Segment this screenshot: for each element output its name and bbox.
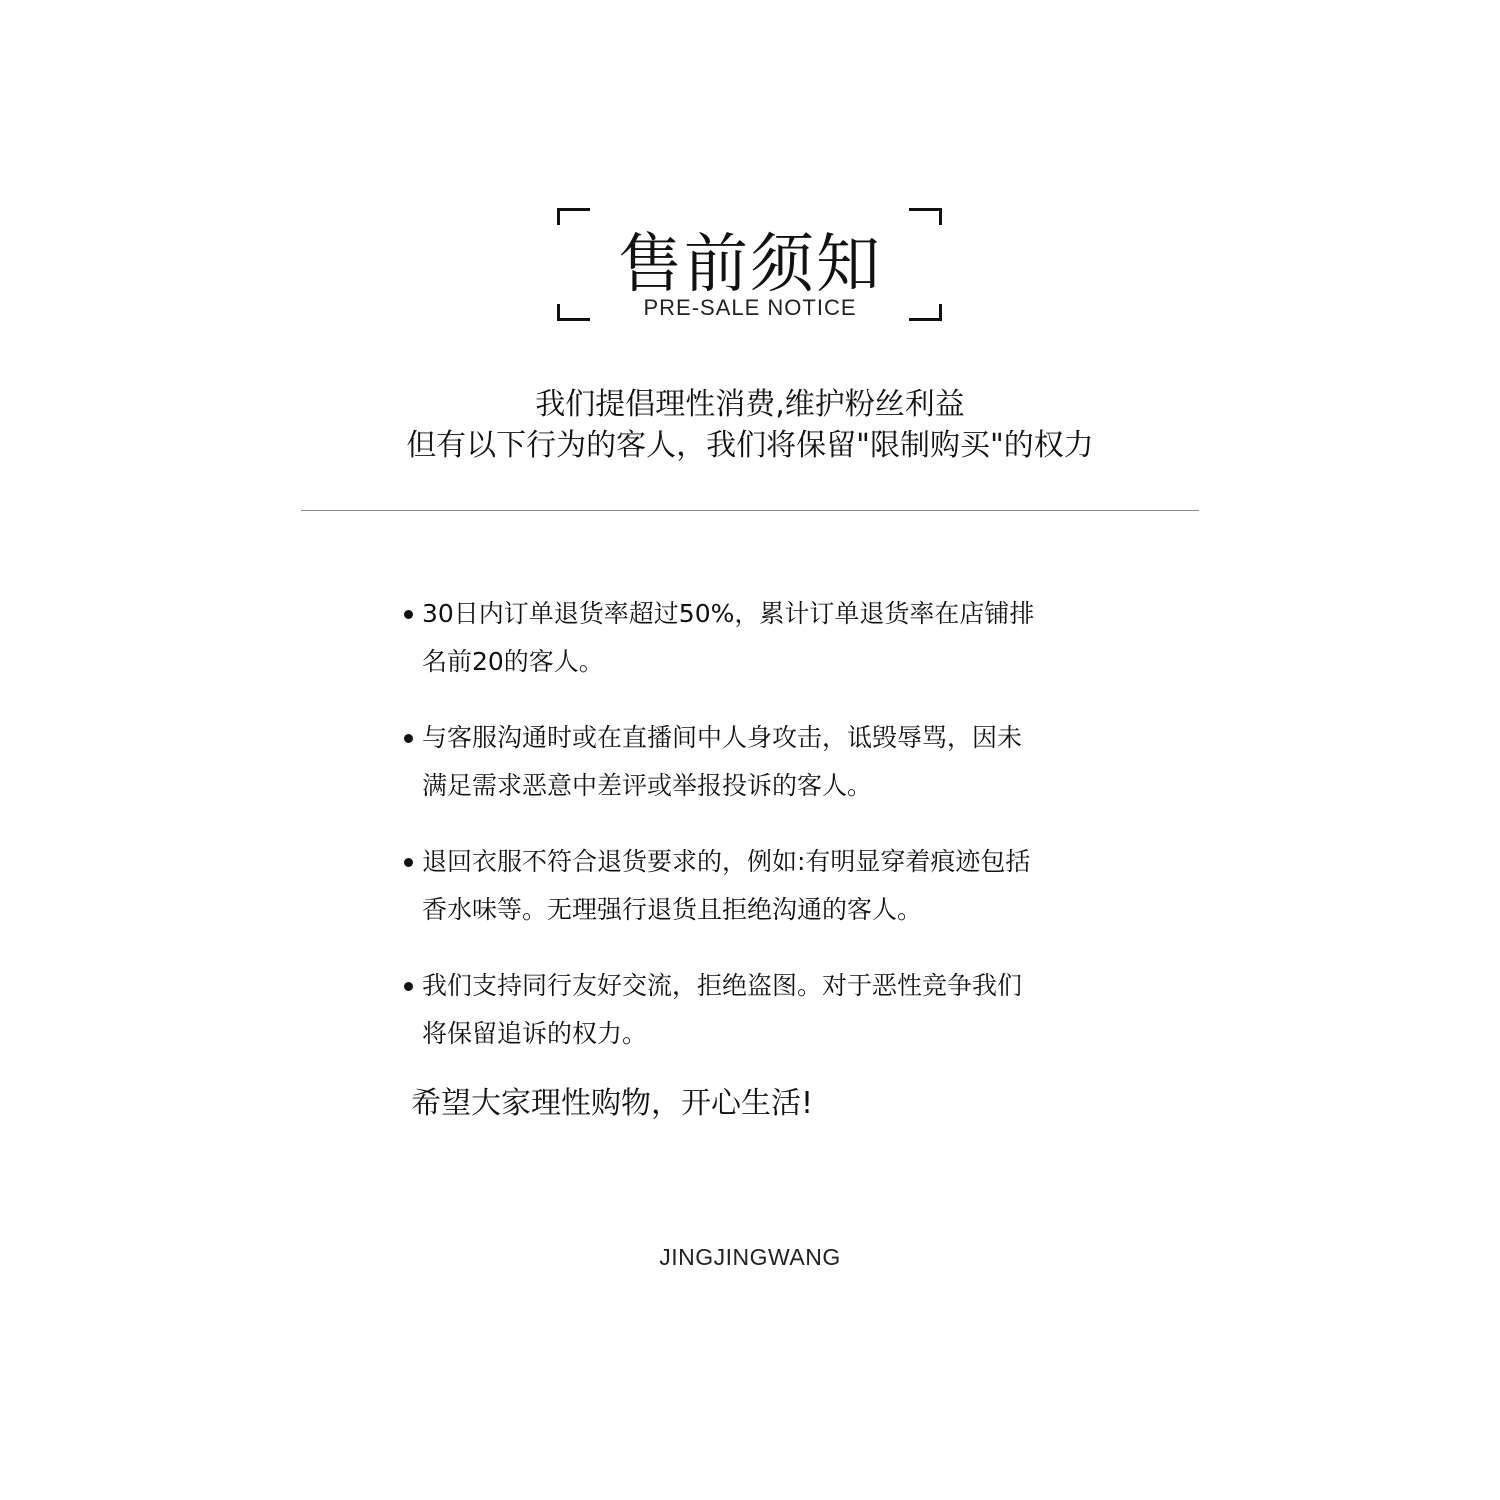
rule-line-1: 退回衣服不符合退货要求的，例如:有明显穿着痕迹包括 [422,847,1031,876]
rule-item [404,962,1124,1058]
rule-line-2: 香水味等。无理强行退货且拒绝沟通的客人。 [422,895,923,924]
rule-line-1: 30日内订单退货率超过50%，累计订单退货率在店铺排 [422,599,1035,628]
page-subtitle-english: PRE-SALE NOTICE [643,295,857,320]
rule-line-2: 名前20的客人。 [422,647,604,676]
rules-list [404,590,1124,1086]
bullet-icon [404,858,413,867]
rule-item [404,590,1124,686]
closing-message: 希望大家理性购物，开心生活! [411,1086,814,1121]
rule-line-1: 我们支持同行友好交流，拒绝盗图。对于恶性竞争我们 [422,971,1023,1000]
frame-corner-top-right [909,208,942,225]
page-title: 售前须知 [618,228,882,302]
rule-line-2: 将保留追诉的权力。 [422,1019,648,1048]
intro-line-2: 但有以下行为的客人，我们将保留"限制购买"的权力 [406,428,1094,463]
rule-line-2: 满足需求恶意中差评或举报投诉的客人。 [422,771,873,800]
intro-line-1: 我们提倡理性消费,维护粉丝利益 [535,387,965,422]
bullet-icon [404,610,413,619]
rule-line-1: 与客服沟通时或在直播间中人身攻击，诋毁辱骂，因未 [422,723,1023,752]
rule-item [404,714,1124,810]
bullet-icon [404,734,413,743]
bullet-icon [404,982,413,991]
section-divider [301,510,1199,511]
intro-text [0,384,1500,466]
frame-corner-top-left [557,208,590,225]
rule-item [404,838,1124,934]
brand-name: JINGJINGWANG [659,1244,841,1270]
